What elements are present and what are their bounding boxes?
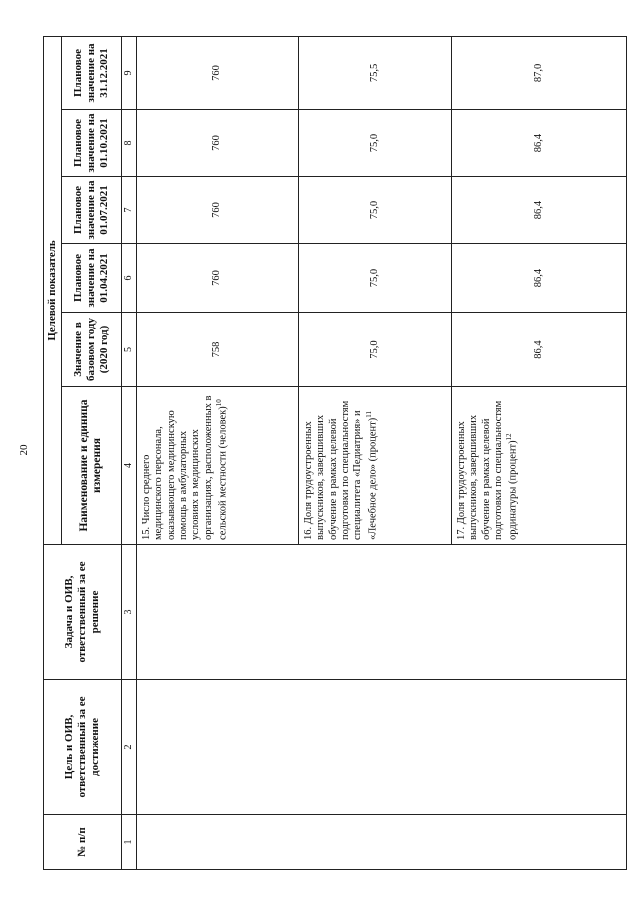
goal-cell bbox=[136, 680, 626, 815]
column-number: 9 bbox=[121, 36, 136, 109]
header-q4: Плановое значение на 31.12.2021 bbox=[61, 36, 121, 109]
num-cell bbox=[136, 815, 626, 870]
header-num: № п/п bbox=[44, 815, 122, 870]
column-number: 7 bbox=[121, 177, 136, 244]
q4-value: 760 bbox=[136, 36, 298, 109]
footnote-ref: 11 bbox=[364, 411, 373, 418]
indicator-name: 17. Доля трудоустроенных выпускников, завершивших обучение в рамках целевой подготовки по специальностям ординатуры (процент) bbox=[455, 400, 519, 540]
header-q3: Плановое значение на 01.10.2021 bbox=[61, 110, 121, 177]
q3-value: 86,4 bbox=[451, 110, 626, 177]
page-number: 20 bbox=[18, 444, 30, 456]
indicator-name: 15. Число среднего медицинского персонала, оказывающего медицинскую помощь в амбулаторных условиях в медицинских организациях, расположенных в сельской местности (человек) bbox=[140, 395, 229, 540]
footnote-ref: 10 bbox=[215, 399, 224, 407]
task-cell bbox=[136, 545, 626, 680]
rotated-table-container bbox=[43, 37, 622, 870]
q3-value: 760 bbox=[136, 110, 298, 177]
header-group-target-indicator: Целевой показатель bbox=[44, 36, 62, 544]
header-base: Значение в базовом году (2020 год) bbox=[61, 313, 121, 387]
footnote-ref: 12 bbox=[505, 433, 514, 441]
q2-value: 760 bbox=[136, 177, 298, 244]
indicator-name-cell bbox=[136, 387, 298, 545]
base-value: 86,4 bbox=[451, 313, 626, 387]
column-number: 6 bbox=[121, 244, 136, 313]
q4-value: 75,5 bbox=[298, 36, 451, 109]
column-number: 8 bbox=[121, 110, 136, 177]
q3-value: 75,0 bbox=[298, 110, 451, 177]
header-name: Наименование и единица измерения bbox=[61, 387, 121, 545]
column-number: 1 bbox=[121, 815, 136, 870]
column-number: 3 bbox=[121, 545, 136, 680]
header-task: Задача и ОИВ, ответственный за ее решение bbox=[44, 545, 122, 680]
column-number: 5 bbox=[121, 313, 136, 387]
q4-value: 87,0 bbox=[451, 36, 626, 109]
target-indicators-table bbox=[43, 36, 627, 870]
q1-value: 75,0 bbox=[298, 244, 451, 313]
table-row bbox=[136, 36, 298, 869]
column-number: 2 bbox=[121, 680, 136, 815]
header-q1: Плановое значение на 01.04.2021 bbox=[61, 244, 121, 313]
base-value: 758 bbox=[136, 313, 298, 387]
q1-value: 86,4 bbox=[451, 244, 626, 313]
q2-value: 86,4 bbox=[451, 177, 626, 244]
q2-value: 75,0 bbox=[298, 177, 451, 244]
indicator-name: 16. Доля трудоустроенных выпускников, завершивших обучение в рамках целевой подготовки по специальностям специалитета «Педиатрия» и «Лечебное дело» (процент) bbox=[302, 400, 379, 540]
indicator-name-cell bbox=[298, 387, 451, 545]
column-number: 4 bbox=[121, 387, 136, 545]
q1-value: 760 bbox=[136, 244, 298, 313]
base-value: 75,0 bbox=[298, 313, 451, 387]
indicator-name-cell bbox=[451, 387, 626, 545]
header-goal: Цель и ОИВ, ответственный за ее достижение bbox=[44, 680, 122, 815]
header-q2: Плановое значение на 01.07.2021 bbox=[61, 177, 121, 244]
